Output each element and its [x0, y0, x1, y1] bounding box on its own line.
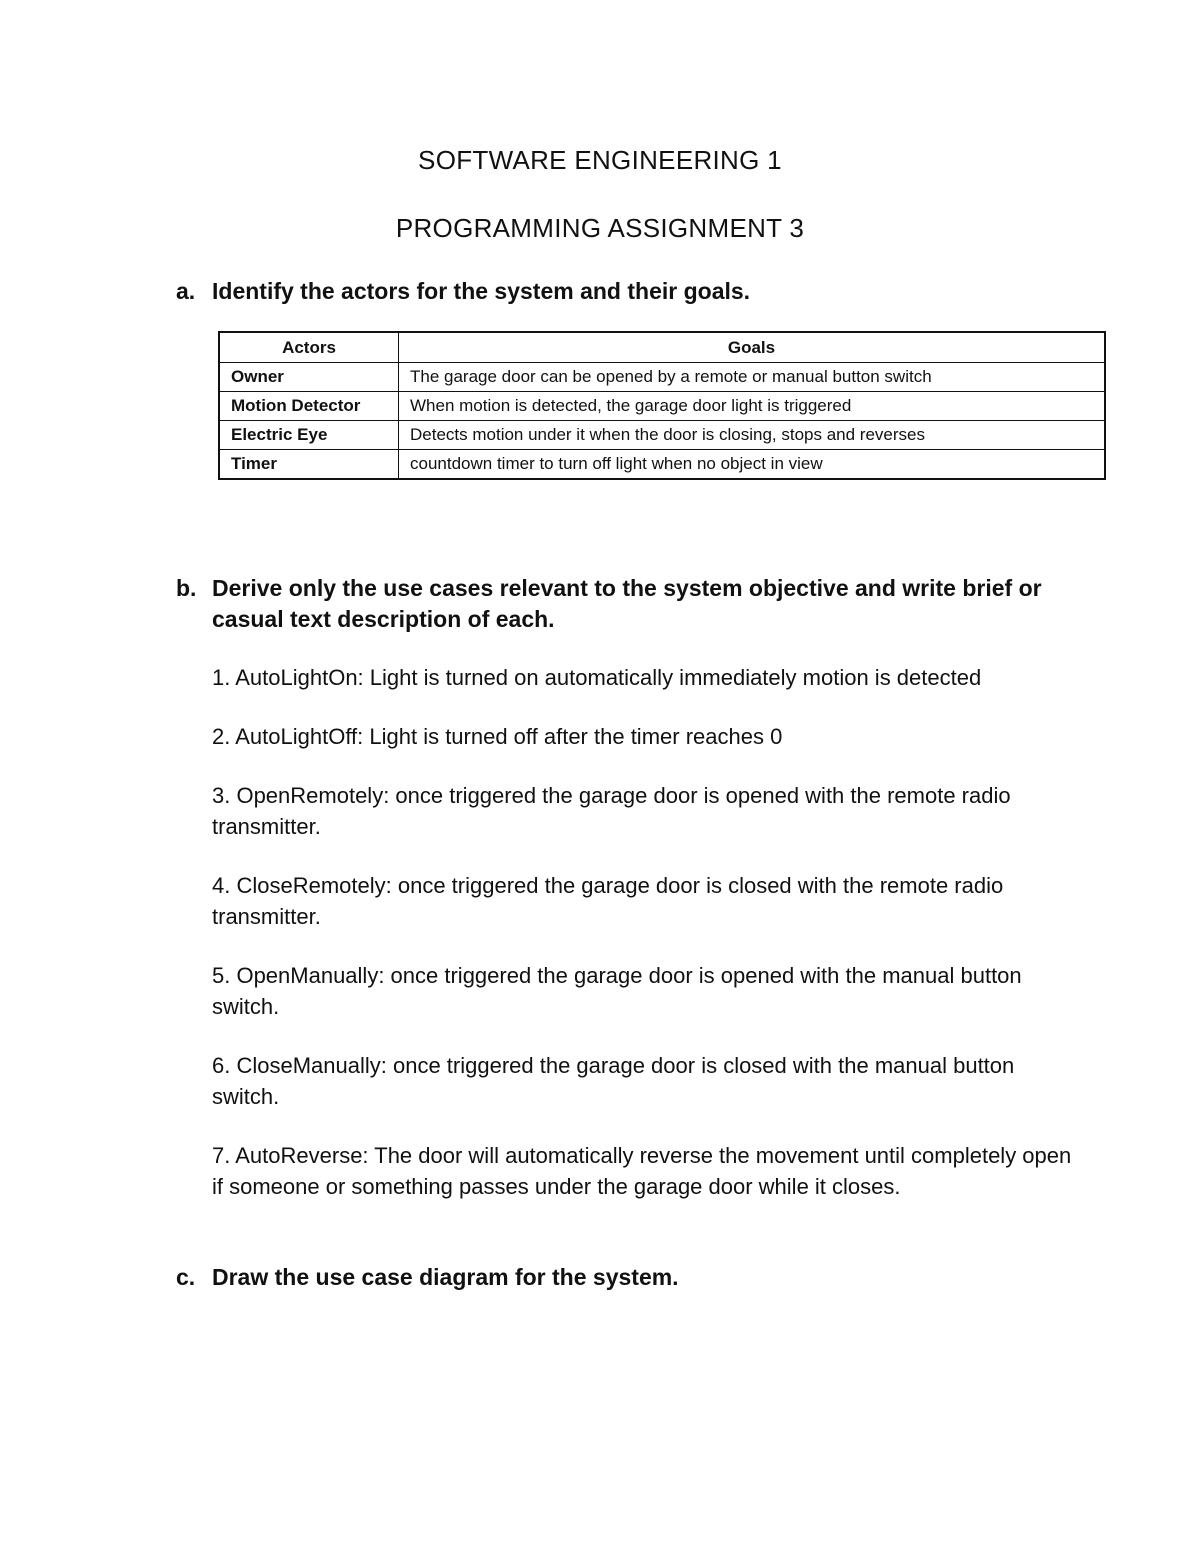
section-b-text: Derive only the use cases relevant to the system objective and write brief or casual text description of each. [212, 575, 1042, 632]
goal-cell: Detects motion under it when the door is closing, stops and reverses [399, 421, 1106, 450]
use-case-item: 2. AutoLightOff: Light is turned off after the timer reaches 0 [212, 724, 783, 749]
table-row [219, 392, 1105, 421]
goal-cell: When motion is detected, the garage door light is triggered [399, 392, 1106, 421]
section-c-heading [176, 1262, 1076, 1293]
section-c-text: Draw the use case diagram for the system. [212, 1264, 679, 1290]
course-title: SOFTWARE ENGINEERING 1 [418, 145, 782, 175]
use-case-list [212, 662, 1072, 1230]
section-a-heading [176, 276, 1076, 307]
use-case-item: 5. OpenManually: once triggered the garage door is opened with the manual button switch. [212, 963, 1022, 1019]
use-case-item: 1. AutoLightOn: Light is turned on automatically immediately motion is detected [212, 665, 982, 690]
goal-cell: The garage door can be opened by a remote or manual button switch [399, 363, 1106, 392]
table-row [219, 421, 1105, 450]
section-a-text: Identify the actors for the system and their goals. [212, 278, 751, 304]
column-header-actors: Actors [219, 332, 399, 363]
section-a-letter: a. [176, 278, 196, 304]
table-row [219, 450, 1105, 480]
use-case-item: 4. CloseRemotely: once triggered the garage door is closed with the remote radio transmitter. [212, 873, 1004, 929]
use-case-item: 3. OpenRemotely: once triggered the garage door is opened with the remote radio transmitter. [212, 783, 1011, 839]
section-b-letter: b. [176, 575, 197, 601]
column-header-goals: Goals [399, 332, 1106, 363]
goal-cell: countdown timer to turn off light when no object in view [399, 450, 1106, 480]
actor-cell: Motion Detector [219, 392, 399, 421]
section-b-heading [176, 573, 1076, 635]
use-case-item: 6. CloseManually: once triggered the garage door is closed with the manual button switch. [212, 1053, 1015, 1109]
actors-goals-table [218, 331, 1106, 480]
actor-cell: Electric Eye [219, 421, 399, 450]
assignment-title: PROGRAMMING ASSIGNMENT 3 [395, 213, 805, 243]
use-case-item: 7. AutoReverse: The door will automatically reverse the movement until completely open if someone or something passes under the garage door while it closes. [212, 1143, 1072, 1199]
section-c-letter: c. [176, 1264, 196, 1290]
table-row [219, 363, 1105, 392]
actor-cell: Timer [219, 450, 399, 480]
actor-cell: Owner [219, 363, 399, 392]
table-header-row [219, 332, 1105, 363]
